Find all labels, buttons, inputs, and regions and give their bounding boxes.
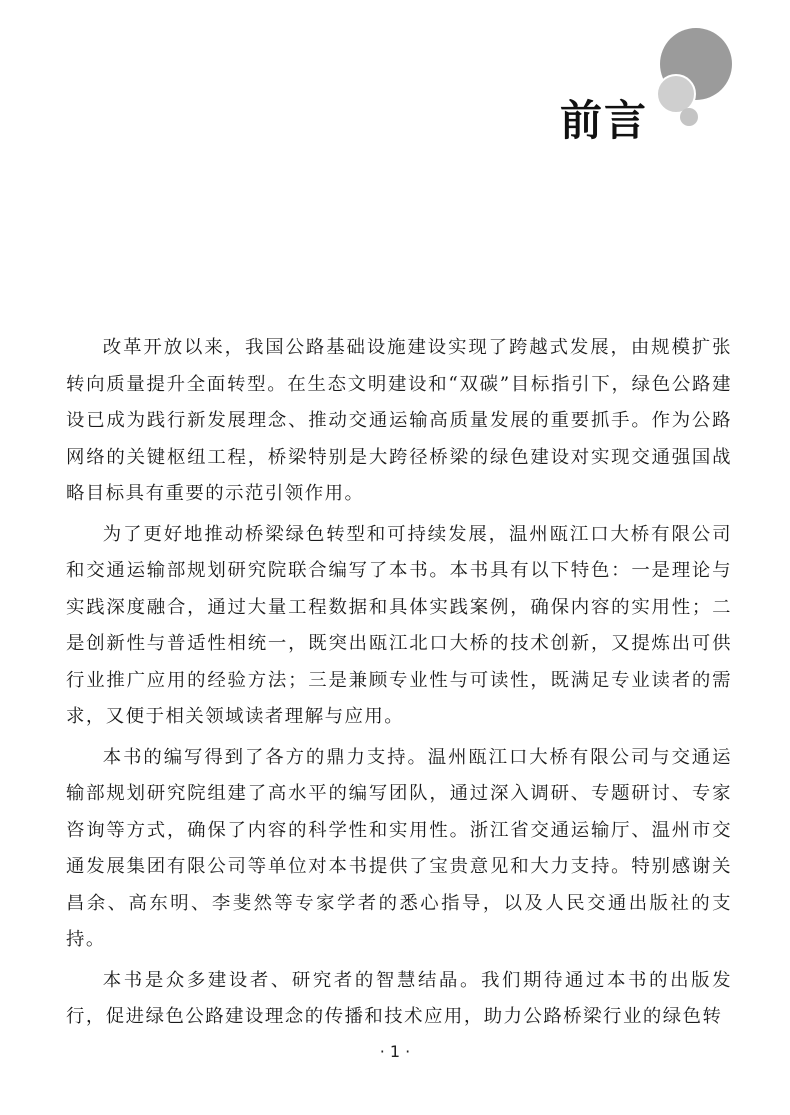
page-number: · 1 ·	[379, 1042, 411, 1061]
paragraph: 本书是众多建设者、研究者的智慧结晶。我们期待通过本书的出版发行，促进绿色公路建设理念的传播和技术应用，助力公路桥梁行业的绿色转	[66, 969, 732, 1027]
paragraph: 为了更好地推动桥梁绿色转型和可持续发展，温州瓯江口大桥有限公司和交通运输部规划研究院联合编写了本书。本书具有以下特色：一是理论与实践深度融合，通过大量工程数据和具体实践案例，确保内容的实用性；二是创新性与普适性相统一，既突出瓯江北口大桥的技术创新，又提炼出可供行业推广应用的经验方法；三是兼顾专业性与可读性，既满足专业读者的需求，又便于相关领域读者理解与应用。	[66, 523, 732, 727]
decorative-circle-small	[680, 108, 698, 126]
page-title: 前言	[560, 96, 649, 145]
paragraph: 改革开放以来，我国公路基础设施建设实现了跨越式发展，由规模扩张转向质量提升全面转型。在生态文明建设和“双碳”目标指引下，绿色公路建设已成为践行新发展理念、推动交通运输高质量发展的重要抓手。作为公路网络的关键枢纽工程，桥梁特别是大跨径桥梁的绿色建设对实现交通强国战略目标具有重要的示范引领作用。	[66, 337, 732, 504]
paragraph: 本书的编写得到了各方的鼎力支持。温州瓯江口大桥有限公司与交通运输部规划研究院组建了高水平的编写团队，通过深入调研、专题研讨、专家咨询等方式，确保了内容的科学性和实用性。浙江省交通运输厅、温州市交通发展集团有限公司等单位对本书提供了宝贵意见和大力支持。特别感谢关昌余、高东明、李斐然等专家学者的悉心指导，以及人民交通出版社的支持。	[66, 746, 732, 950]
preface-body	[66, 330, 732, 1040]
